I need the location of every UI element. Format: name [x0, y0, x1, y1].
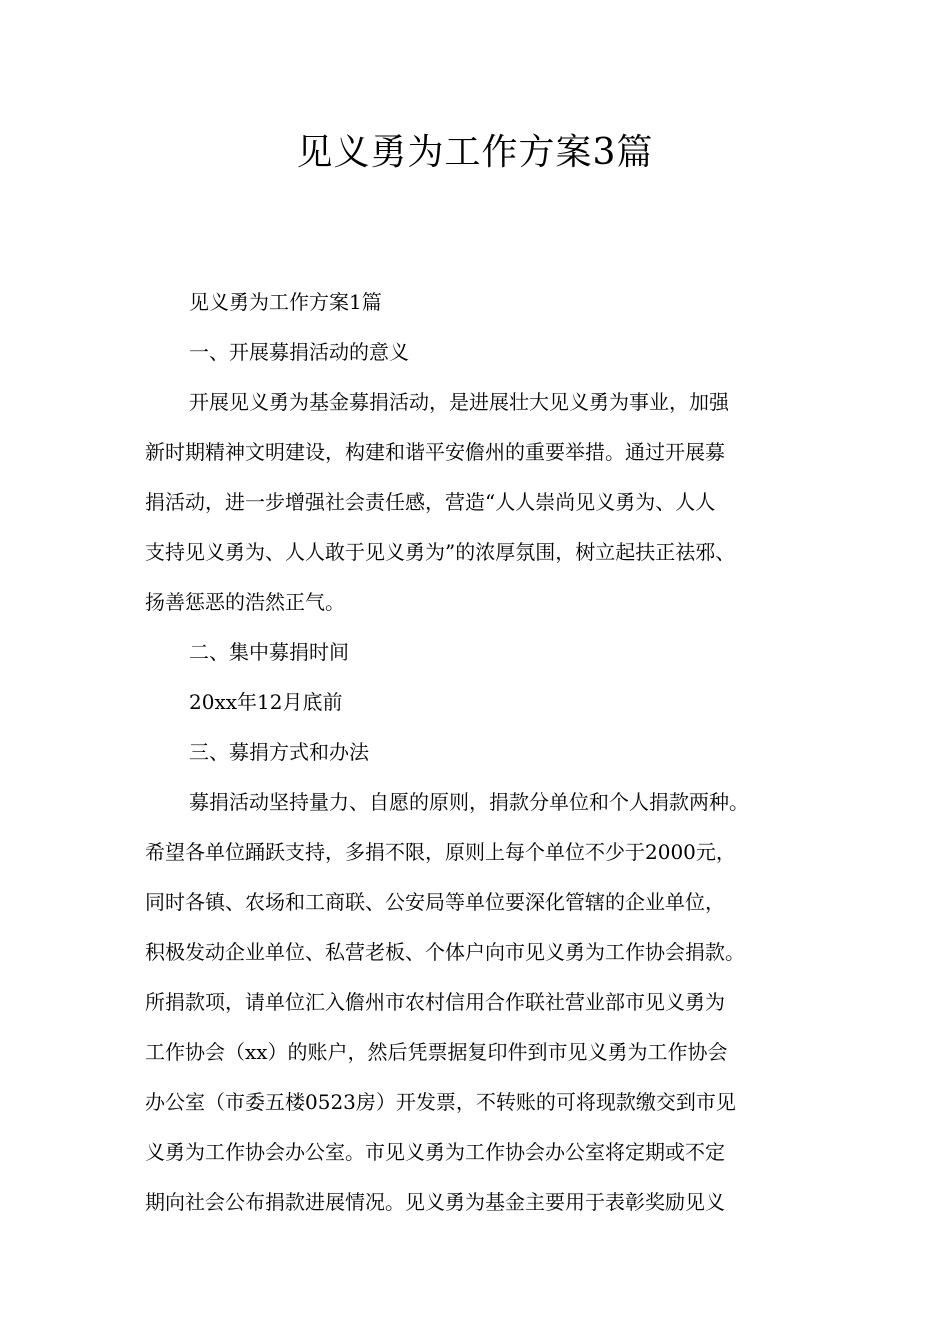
paragraph-line: 开展见义勇为基金募捐活动，是进展壮大见义勇为事业，加强 — [189, 390, 729, 414]
paragraph-line: 同时各镇、农场和工商联、公安局等单位要深化管辖的企业单位， — [145, 890, 725, 914]
document-title: 见义勇为工作方案3篇 — [296, 132, 654, 173]
paragraph-line: 工作协会（xx）的账户，然后凭票据复印件到市见义勇为工作协会 — [145, 1040, 728, 1064]
paragraph-line: 20xx年12月底前 — [189, 690, 343, 714]
paragraph-line: 扬善惩恶的浩然正气。 — [145, 590, 345, 614]
paragraph-line: 积极发动企业单位、私营老板、个体户向市见义勇为工作协会捐款。 — [145, 940, 745, 964]
paragraph-line: 新时期精神文明建设，构建和谐平安儋州的重要举措。通过开展募 — [145, 440, 725, 464]
subsection-heading: 三、募捐方式和办法 — [189, 740, 369, 764]
subsection-heading: 一、开展募捐活动的意义 — [189, 340, 409, 364]
subsection-heading: 二、集中募捐时间 — [189, 640, 349, 664]
section-heading: 见义勇为工作方案1篇 — [189, 290, 382, 314]
paragraph-line: 办公室（市委五楼0523房）开发票，不转账的可将现款缴交到市见 — [145, 1090, 736, 1114]
paragraph-line: 募捐活动坚持量力、自愿的原则，捐款分单位和个人捐款两种。 — [189, 790, 749, 814]
paragraph-line: 希望各单位踊跃支持，多捐不限，原则上每个单位不少于2000元， — [145, 840, 736, 864]
paragraph-line: 捐活动，进一步增强社会责任感，营造“人人崇尚见义勇为、人人 — [145, 490, 716, 514]
document-body — [145, 277, 835, 1227]
paragraph-line: 所捐款项，请单位汇入儋州市农村信用合作联社营业部市见义勇为 — [145, 990, 725, 1014]
paragraph-line: 义勇为工作协会办公室。市见义勇为工作协会办公室将定期或不定 — [145, 1140, 725, 1164]
paragraph-line: 期向社会公布捐款进展情况。见义勇为基金主要用于表彰奖励见义 — [145, 1190, 725, 1214]
paragraph-line: 支持见义勇为、人人敢于见义勇为”的浓厚氛围，树立起扶正祛邪、 — [145, 540, 736, 564]
